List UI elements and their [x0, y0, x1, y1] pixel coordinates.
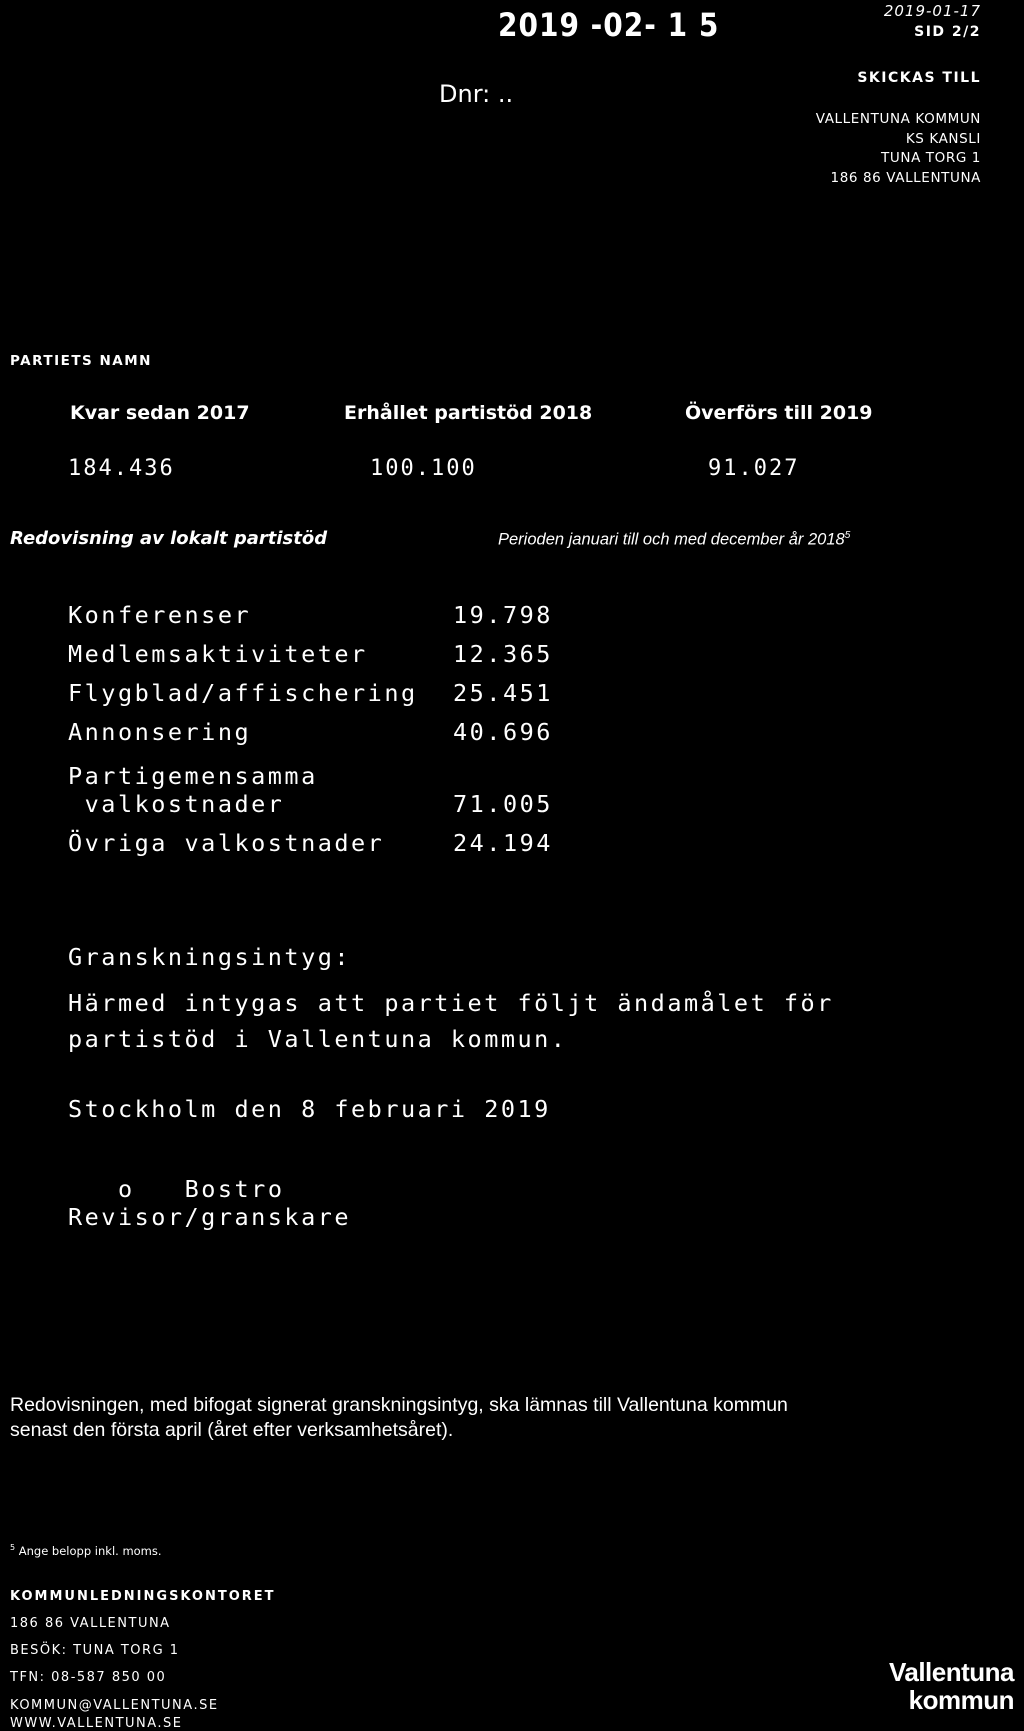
submission-notice-line1: Redovisningen, med bifogat signerat granskningsintyg, ska lämnas till Vallentuna kommun — [10, 1394, 788, 1416]
page-number: SID 2/2 — [914, 24, 981, 40]
report-title: Redovisning av lokalt partistöd — [10, 528, 328, 549]
logo-line2: kommun — [908, 1685, 1014, 1715]
expense-value-flyers: 25.451 — [453, 679, 553, 707]
footer-email: KOMMUN@VALLENTUNA.SE — [10, 1698, 219, 1713]
footer-org: KOMMUNLEDNINGSKONTORET — [10, 1589, 276, 1604]
footer-postal: 186 86 VALLENTUNA — [10, 1616, 171, 1631]
received-support-heading: Erhållet partistöd 2018 — [344, 402, 593, 424]
received-support-value: 100.100 — [370, 456, 477, 481]
footer-website: WWW.VALLENTUNA.SE — [10, 1716, 183, 1731]
signer-role: Revisor/granskare — [68, 1203, 352, 1231]
signer-name: o Bostro — [118, 1175, 285, 1203]
footer-phone: TFN: 08-587 850 00 — [10, 1670, 167, 1685]
expense-label-joint-election-costs: Partigemensamma valkostnader — [68, 762, 318, 818]
expense-label-member-activities: Medlemsaktiviteter — [68, 640, 368, 668]
footnote-number: 5 — [10, 1543, 16, 1552]
recipient-line: VALLENTUNA KOMMUN — [815, 111, 981, 127]
recipient-line: KS KANSLI — [905, 130, 981, 147]
certificate-heading: Granskningsintyg: — [68, 943, 352, 971]
certificate-place-date: Stockholm den 8 februari 2019 — [68, 1095, 551, 1123]
footnote — [10, 1543, 162, 1558]
certificate-text-line2: partistöd i Vallentuna kommun. — [68, 1025, 568, 1053]
expense-label-conferences: Konferenser — [68, 601, 252, 629]
logo-line1: Vallentuna — [888, 1657, 1014, 1687]
expense-label-other-election-costs: Övriga valkostnader — [68, 829, 385, 857]
document-date: 2019-01-17 — [883, 2, 981, 20]
expense-value-advertising: 40.696 — [453, 718, 553, 746]
vallentuna-logo — [889, 1658, 1014, 1714]
submission-notice-line2: senast den första april (året efter verksamhetsåret). — [10, 1419, 454, 1441]
carry-over-value: 184.436 — [68, 456, 175, 481]
expense-value-conferences: 19.798 — [453, 601, 553, 629]
party-name-label: PARTIETS NAMN — [10, 353, 152, 369]
transfer-heading: Överförs till 2019 — [685, 402, 873, 424]
dnr-label: Dnr: .. — [439, 80, 514, 108]
report-period-text: Perioden januari till och med december år 2018 — [498, 530, 845, 549]
footer-visit: BESÖK: TUNA TORG 1 — [10, 1643, 180, 1658]
recipient-line: 186 86 VALLENTUNA — [830, 169, 981, 186]
transfer-value: 91.027 — [708, 456, 800, 481]
expense-value-joint-election-costs: 71.005 — [453, 790, 553, 818]
certificate-text-line1: Härmed intygas att partiet följt ändamålet för — [68, 989, 834, 1017]
carry-over-heading: Kvar sedan 2017 — [70, 402, 250, 424]
recipient-line: TUNA TORG 1 — [881, 150, 981, 166]
expense-value-member-activities: 12.365 — [453, 640, 553, 668]
received-date-stamp: 2019 -02- 1 5 — [498, 6, 720, 44]
footnote-marker: 5 — [844, 530, 851, 541]
recipient-address — [816, 110, 981, 188]
expense-label-advertising: Annonsering — [68, 718, 252, 746]
report-period — [498, 530, 850, 550]
send-to-label: SKICKAS TILL — [857, 70, 981, 86]
footnote-text: Ange belopp inkl. moms. — [15, 1543, 162, 1558]
expense-label-flyers: Flygblad/affischering — [68, 679, 418, 707]
expense-value-other-election-costs: 24.194 — [453, 829, 553, 857]
